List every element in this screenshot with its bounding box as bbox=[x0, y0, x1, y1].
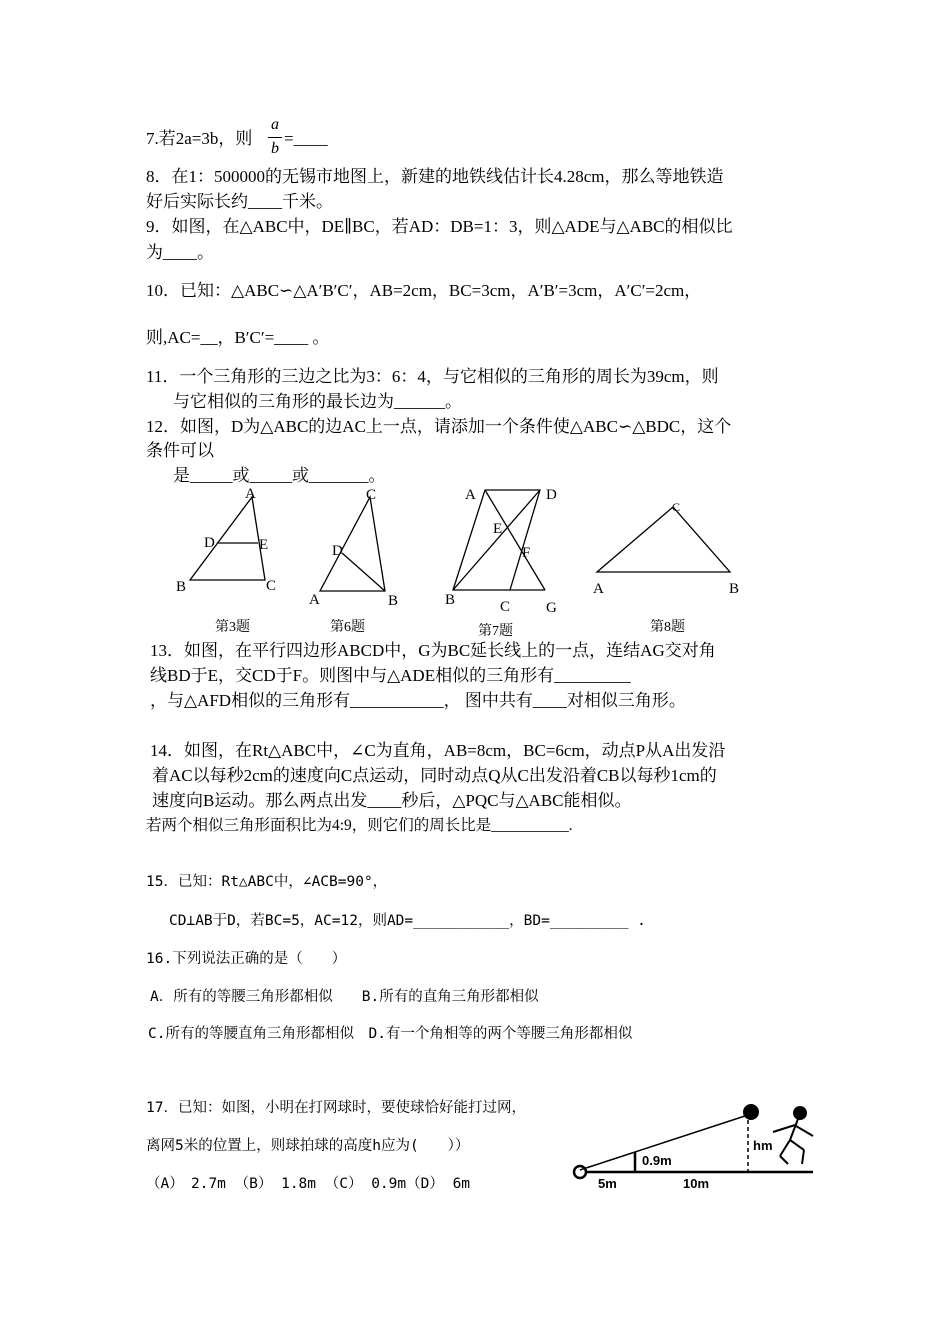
tennis-figure bbox=[568, 1090, 838, 1200]
q7-denominator: b bbox=[271, 140, 279, 157]
q9-line2: 为____。 bbox=[146, 243, 214, 262]
fig3-label-a: A bbox=[245, 486, 256, 502]
fig3-caption: 第3题 bbox=[215, 620, 250, 635]
fig8-caption: 第8题 bbox=[650, 620, 685, 635]
q17-options: （A） 2.7m （B） 1.8m （C） 0.9m（D） 6m bbox=[146, 1176, 471, 1192]
q13-line1: 13．如图，在平行四边形ABCD中，G为BC延长线上的一点，连结AG交对角 bbox=[150, 641, 716, 660]
figure-6 bbox=[300, 485, 415, 610]
fig8-label-a: A bbox=[593, 581, 604, 597]
q7-blank: =____ bbox=[284, 129, 328, 148]
fig6-label-a: A bbox=[309, 592, 320, 608]
fig7-label-d: D bbox=[546, 487, 557, 503]
fig8-label-b: B bbox=[729, 581, 740, 597]
fig7-label-g: G bbox=[546, 600, 557, 615]
q7-text: 7.若2a=3b，则 bbox=[146, 129, 253, 148]
q13-line3: ，与△AFD相似的三角形有___________， 图中共有____对相似三角形。 bbox=[150, 691, 686, 710]
net-height-label: 0.9m bbox=[642, 1153, 672, 1168]
q13-line2: 线BD于E，交CD于F。则图中与△ADE相似的三角形有_________ bbox=[150, 666, 631, 685]
fig3-label-d: D bbox=[204, 535, 215, 551]
q10-line1: 10．已知：△ABC∽△A′B′C′，AB=2cm，BC=3cm，A′B′=3cm，A′C′=2cm， bbox=[146, 281, 702, 300]
figure-7 bbox=[435, 485, 565, 615]
fig7-label-c: C bbox=[500, 599, 511, 615]
distance-5m-label: 5m bbox=[598, 1176, 617, 1191]
q14-line2: 着AC以每秒2cm的速度向C点运动，同时动点Q从C出发沿着CB以每秒1cm的 bbox=[152, 766, 717, 785]
q17-line2: 离网5米的位置上，则球拍球的高度h应为( ）） bbox=[146, 1138, 470, 1154]
fig3-label-c: C bbox=[266, 578, 277, 594]
fig8-label-c: C bbox=[672, 500, 681, 514]
q15-line1: 15．已知：Rt△ABC中，∠ACB=90°， bbox=[146, 874, 388, 890]
q12-line3: 是_____或_____或_______。 bbox=[173, 466, 386, 485]
q10-line2: 则,AC=__，B′C′=____ 。 bbox=[146, 328, 330, 347]
q14-line4: 若两个相似三角形面积比为4:9，则它们的周长比是__________. bbox=[146, 817, 573, 834]
figure-3 bbox=[170, 485, 290, 600]
fig6-label-c: C bbox=[366, 487, 377, 503]
fig3-label-b: B bbox=[176, 579, 187, 595]
q12-line1: 12．如图，D为△ABC的边AC上一点，请添加一个条件使△ABC∽△BDC，这个 bbox=[146, 417, 732, 436]
q9-line1: 9．如图，在△ABC中，DE∥BC，若AD：DB=1：3，则△ADE与△ABC的相似比 bbox=[146, 217, 733, 236]
q15-line2: CD⊥AB于D，若BC=5，AC=12，则AD=___________，BD=_________ . bbox=[169, 913, 646, 929]
q17-line1: 17．已知：如图，小明在打网球时，要使球恰好能打过网， bbox=[146, 1100, 526, 1116]
fig3-label-e: E bbox=[259, 537, 269, 553]
q14-line3: 速度向B运动。那么两点出发____秒后，△PQC与△ABC能相似。 bbox=[152, 791, 632, 810]
fig6-caption: 第6题 bbox=[330, 620, 365, 635]
fig7-label-a: A bbox=[465, 487, 476, 503]
fig7-label-b: B bbox=[445, 592, 456, 608]
fig7-label-f: F bbox=[522, 545, 531, 561]
fig6-label-b: B bbox=[388, 593, 399, 609]
player-icon bbox=[773, 1107, 813, 1164]
q7-line bbox=[146, 128, 252, 150]
q16-line1: 16.下列说法正确的是（ ） bbox=[146, 951, 347, 967]
q16-option-ab: A．所有的等腰三角形都相似 B.所有的直角三角形都相似 bbox=[150, 989, 539, 1005]
fig6-label-d: D bbox=[332, 543, 343, 559]
fig7-label-e: E bbox=[493, 521, 503, 537]
q8-line2: 好后实际长约____千米。 bbox=[146, 192, 333, 211]
figure-8 bbox=[585, 495, 755, 605]
q11-line2: 与它相似的三角形的最长边为______。 bbox=[173, 392, 462, 411]
q8-line1: 8．在1：500000的无锡市地图上，新建的地铁线估计长4.28cm，那么等地铁造 bbox=[146, 167, 724, 186]
fig7-caption: 第7题 bbox=[478, 624, 513, 639]
h-label: hm bbox=[753, 1138, 773, 1153]
q7-numerator: a bbox=[271, 116, 279, 133]
q11-line1: 11．一个三角形的三边之比为3：6：4，与它相似的三角形的周长为39cm，则 bbox=[146, 367, 719, 386]
q16-option-cd: C.所有的等腰直角三角形都相似 D.有一个角相等的两个等腰三角形都相似 bbox=[148, 1026, 633, 1042]
distance-10m-label: 10m bbox=[683, 1176, 710, 1191]
q14-line1: 14．如图，在Rt△ABC中，∠C为直角，AB=8cm，BC=6cm，动点P从A出发沿 bbox=[150, 741, 726, 760]
ball-icon bbox=[743, 1104, 759, 1120]
q12-line2: 条件可以 bbox=[146, 441, 214, 460]
